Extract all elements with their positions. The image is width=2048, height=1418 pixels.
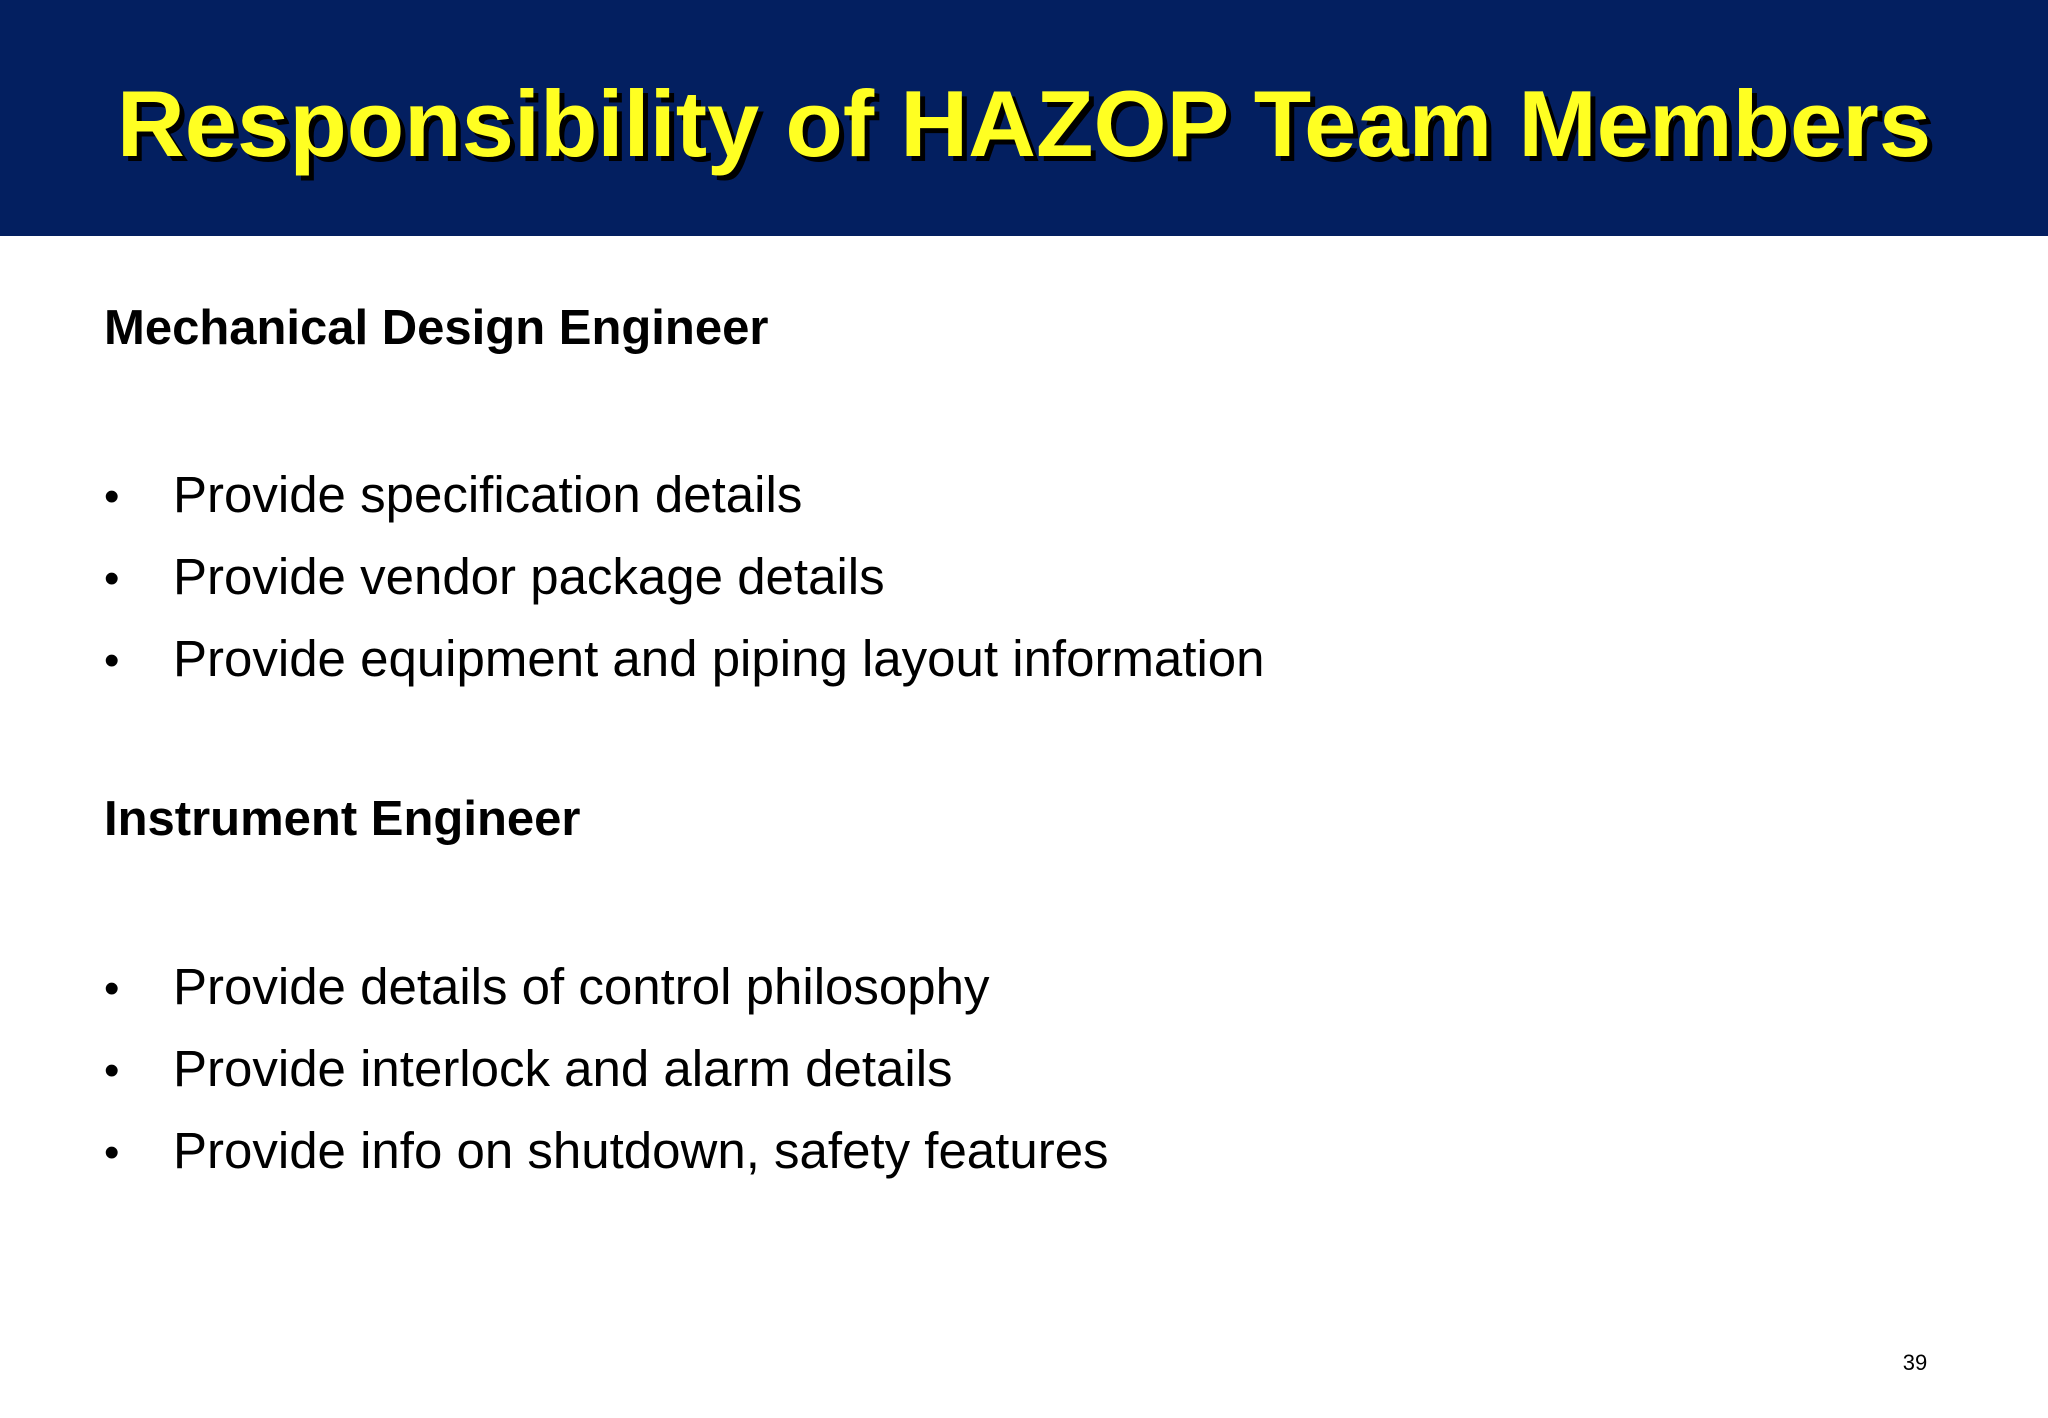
section-heading: Mechanical Design Engineer bbox=[104, 301, 769, 355]
bullet-text: Provide equipment and piping layout information bbox=[173, 630, 1265, 687]
bullet-item bbox=[0, 547, 1600, 629]
bullet-text: Provide vendor package details bbox=[173, 548, 885, 605]
bullet-text: Provide specification details bbox=[173, 466, 803, 523]
page-number: 39 bbox=[1902, 1350, 1928, 1375]
bullet-item bbox=[0, 465, 1600, 547]
bullet-icon: • bbox=[104, 636, 120, 685]
section-heading: Instrument Engineer bbox=[104, 792, 581, 846]
bullet-icon: • bbox=[104, 1046, 120, 1095]
bullet-list bbox=[0, 957, 1600, 1203]
bullet-list bbox=[0, 465, 1600, 711]
bullet-item bbox=[0, 957, 1600, 1039]
bullet-icon: • bbox=[104, 554, 120, 603]
bullet-icon: • bbox=[104, 964, 120, 1013]
bullet-text: Provide details of control philosophy bbox=[173, 958, 990, 1015]
bullet-item bbox=[0, 1039, 1600, 1121]
bullet-text: Provide info on shutdown, safety features bbox=[173, 1122, 1109, 1179]
slide-title: Responsibility of HAZOP Team Members bbox=[116, 71, 1932, 176]
bullet-icon: • bbox=[104, 472, 120, 521]
bullet-icon: • bbox=[104, 1128, 120, 1177]
bullet-item bbox=[0, 629, 1600, 711]
bullet-text: Provide interlock and alarm details bbox=[173, 1040, 953, 1097]
bullet-item bbox=[0, 1121, 1600, 1203]
